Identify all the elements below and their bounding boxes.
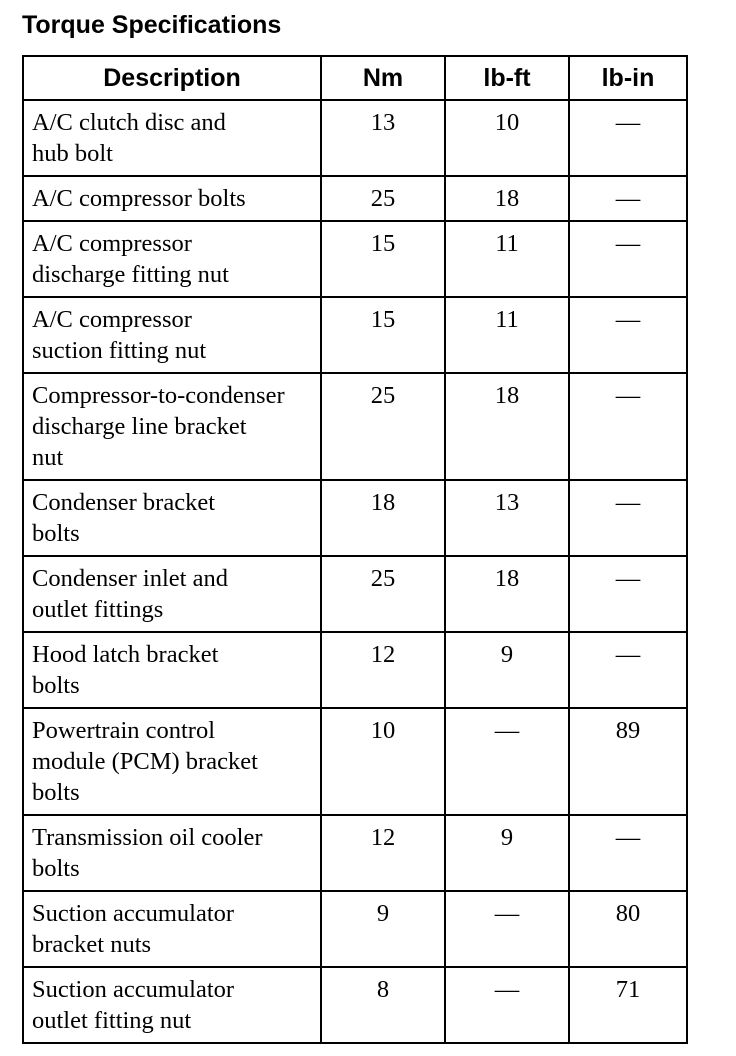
cell-lb-ft: 18 (445, 176, 569, 221)
table-row (23, 176, 687, 221)
header-nm: Nm (321, 56, 445, 100)
description-line: Suction accumulator (32, 976, 235, 1003)
cell-lb-ft: 18 (445, 373, 569, 480)
table-row (23, 632, 687, 708)
cell-lb-ft: 10 (445, 100, 569, 176)
cell-lb-ft: — (445, 708, 569, 815)
cell-description (23, 297, 321, 373)
table-row (23, 967, 687, 1043)
table-row (23, 480, 687, 556)
cell-lb-in: — (569, 480, 687, 556)
header-lb-in: lb-in (569, 56, 687, 100)
cell-lb-ft: 9 (445, 632, 569, 708)
description-line: nut (32, 444, 64, 471)
table-row (23, 373, 687, 480)
description-line: bolts (32, 672, 80, 699)
cell-lb-in: — (569, 221, 687, 297)
cell-description (23, 221, 321, 297)
description-line: Compressor-to-condenser (32, 382, 285, 409)
description-line: outlet fittings (32, 596, 164, 623)
cell-lb-ft: 11 (445, 221, 569, 297)
cell-lb-ft: — (445, 967, 569, 1043)
cell-lb-in: — (569, 176, 687, 221)
header-lb-ft: lb-ft (445, 56, 569, 100)
cell-lb-ft: 11 (445, 297, 569, 373)
cell-lb-in: — (569, 815, 687, 891)
description-line: discharge fitting nut (32, 261, 229, 288)
cell-lb-ft: 9 (445, 815, 569, 891)
cell-description (23, 632, 321, 708)
cell-lb-in: 80 (569, 891, 687, 967)
cell-description (23, 480, 321, 556)
torque-spec-table (22, 55, 688, 1044)
cell-nm: 10 (321, 708, 445, 815)
cell-lb-in: — (569, 297, 687, 373)
description-line: Transmission oil cooler (32, 824, 263, 851)
description-line: bolts (32, 779, 80, 806)
description-line: A/C clutch disc and (32, 109, 226, 136)
cell-description (23, 891, 321, 967)
cell-nm: 8 (321, 967, 445, 1043)
cell-lb-in: 71 (569, 967, 687, 1043)
cell-description (23, 815, 321, 891)
description-line: module (PCM) bracket (32, 748, 258, 775)
cell-lb-in: — (569, 100, 687, 176)
table-row (23, 100, 687, 176)
cell-nm: 12 (321, 815, 445, 891)
description-line: A/C compressor (32, 230, 192, 257)
description-line: Suction accumulator (32, 900, 235, 927)
description-line: discharge line bracket (32, 413, 247, 440)
cell-lb-ft: 18 (445, 556, 569, 632)
cell-nm: 12 (321, 632, 445, 708)
cell-lb-in: — (569, 373, 687, 480)
table-row (23, 221, 687, 297)
cell-lb-ft: — (445, 891, 569, 967)
cell-nm: 25 (321, 556, 445, 632)
table-body (23, 100, 687, 1043)
cell-description (23, 967, 321, 1043)
description-line: bracket nuts (32, 931, 152, 958)
description-line: hub bolt (32, 140, 113, 167)
cell-nm: 18 (321, 480, 445, 556)
cell-description (23, 556, 321, 632)
header-description: Description (23, 56, 321, 100)
description-line: Hood latch bracket (32, 641, 219, 668)
page-title: Torque Specifications (22, 11, 282, 39)
cell-lb-ft: 13 (445, 480, 569, 556)
description-line: Condenser inlet and (32, 565, 228, 592)
table-row (23, 297, 687, 373)
description-line: Condenser bracket (32, 489, 215, 516)
description-line: bolts (32, 855, 80, 882)
cell-lb-in: — (569, 556, 687, 632)
description-line: A/C compressor bolts (32, 185, 246, 212)
description-line: outlet fitting nut (32, 1007, 192, 1034)
cell-description (23, 100, 321, 176)
cell-description (23, 176, 321, 221)
description-line: suction fitting nut (32, 337, 207, 364)
cell-description (23, 373, 321, 480)
table-row (23, 891, 687, 967)
description-line: A/C compressor (32, 306, 192, 333)
table-row (23, 708, 687, 815)
cell-lb-in: 89 (569, 708, 687, 815)
table-header-row (23, 56, 687, 100)
cell-nm: 25 (321, 373, 445, 480)
description-line: bolts (32, 520, 80, 547)
table-row (23, 815, 687, 891)
description-line: Powertrain control (32, 717, 216, 744)
cell-nm: 13 (321, 100, 445, 176)
cell-nm: 9 (321, 891, 445, 967)
table-row (23, 556, 687, 632)
cell-nm: 15 (321, 221, 445, 297)
cell-nm: 25 (321, 176, 445, 221)
cell-lb-in: — (569, 632, 687, 708)
cell-nm: 15 (321, 297, 445, 373)
cell-description (23, 708, 321, 815)
